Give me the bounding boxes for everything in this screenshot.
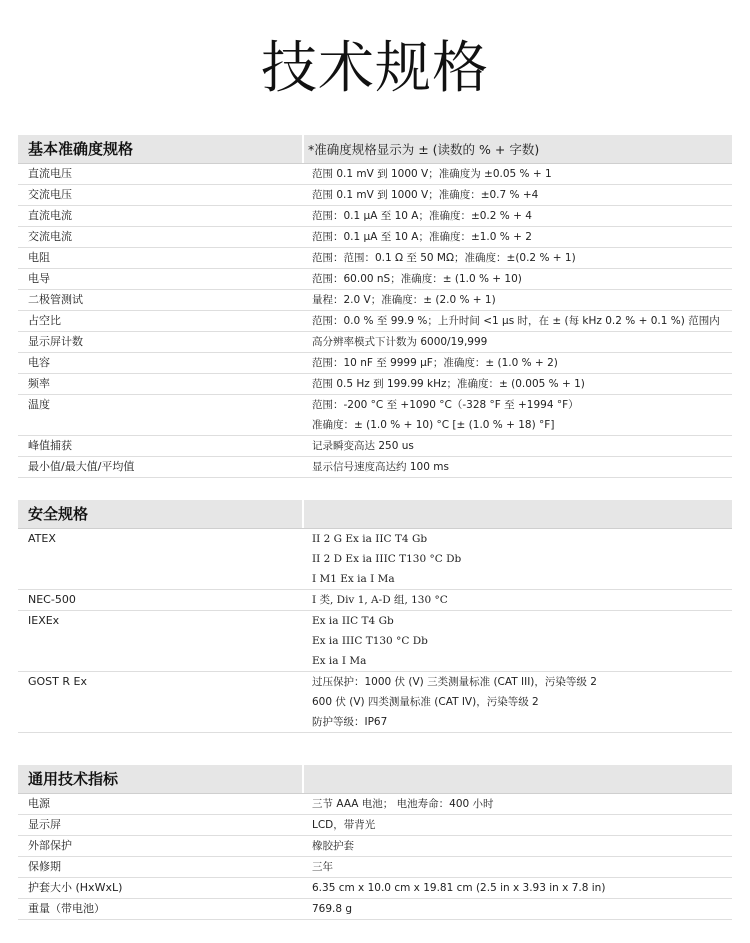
spec-value-line: 防护等级：IP67 [312,716,388,728]
spec-value-line: 600 伏 (V) 四类测量标准 (CAT IV)，污染等级 2 [312,696,539,708]
spec-value [304,672,732,732]
spec-label: 护套大小 (HxWxL) [28,881,123,894]
table-row [18,311,732,332]
spec-value [304,164,732,184]
table-row [18,206,732,227]
spec-value-line: 三节 AAA 电池； 电池寿命：400 小时 [312,798,494,810]
spec-value-line: 范围：0.1 µA 至 10 A；准确度：±0.2 % + 4 [312,210,532,222]
spec-value-line: 高分辨率模式下计数为 6000/19,999 [312,336,488,348]
section-title: 通用技术指标 [18,765,304,793]
table-row [18,815,732,836]
table-row [18,857,732,878]
spec-value-line: Ex ia IIC T4 Gb [312,615,394,627]
spec-value [304,794,732,814]
spec-value [304,248,732,268]
spec-value [304,529,732,589]
spec-label: IEXEx [28,614,60,627]
spec-value-line: 范围：0.1 µA 至 10 A；准确度：±1.0 % + 2 [312,231,532,243]
spec-value-line: I M1 Ex ia I Ma [312,573,395,585]
spec-value-line: 范围：10 nF 至 9999 µF；准确度：± (1.0 % + 2) [312,357,558,369]
table-row [18,353,732,374]
table-row [18,794,732,815]
spec-value [304,353,732,373]
spec-value-line: 范围：0.0 % 至 99.9 %；上升时间 <1 µs 时，在 ± (每 kHz 0.2 % + 0.1 %) 范围内 [312,315,720,327]
table-row [18,164,732,185]
spec-table [18,164,732,478]
spec-value [304,590,732,610]
section-note [304,500,732,528]
spec-value [304,457,732,477]
spec-value [304,611,732,671]
spec-value [304,878,732,898]
spec-value-line: 范围 0.1 mV 到 1000 V；准确度为 ±0.05 % + 1 [312,168,552,180]
spec-label: 峰值捕获 [28,439,72,452]
spec-value-line: 橡胶护套 [312,840,354,852]
spec-value-line: 范围 0.5 Hz 到 199.99 kHz；准确度：± (0.005 % + 1) [312,378,585,390]
spec-value [304,836,732,856]
spec-value-line: 769.8 g [312,903,353,915]
spec-label: 保修期 [28,860,61,873]
spec-label: NEC-500 [28,593,76,606]
spec-value-line: 范围：范围：0.1 Ω 至 50 MΩ；准确度：±(0.2 % + 1) [312,252,576,264]
spec-value [304,374,732,394]
table-row [18,611,732,672]
section-header [18,135,732,164]
spec-value-line: 显示信号速度高达约 100 ms [312,461,449,473]
spec-value [304,815,732,835]
spec-label: 温度 [28,398,50,411]
spec-label: 交流电压 [28,188,72,201]
spec-value-line: I 类, Div 1, A-D 组, 130 °C [312,594,448,606]
section-note: *准确度规格显示为 ± (读数的 % + 字数) [308,142,540,157]
section-header [18,765,732,794]
spec-table [18,794,732,920]
spec-value [304,857,732,877]
spec-label: GOST R Ex [28,675,87,688]
spec-value-line: 量程：2.0 V；准确度：± (2.0 % + 1) [312,294,496,306]
spec-value [304,436,732,456]
spec-table [18,529,732,733]
spec-label: ATEX [28,532,56,545]
spec-value-line: 过压保护：1000 伏 (V) 三类测量标准 (CAT III)，污染等级 2 [312,676,597,688]
spec-value [304,311,732,331]
table-row [18,248,732,269]
spec-label: 占空比 [28,314,61,327]
safety-section [18,500,732,733]
spec-label: 最小值/最大值/平均值 [28,460,135,473]
spec-value-line: 范围：60.00 nS；准确度：± (1.0 % + 10) [312,273,522,285]
table-row [18,395,732,436]
table-row [18,269,732,290]
spec-value-line: II 2 D Ex ia IIIC T130 °C Db [312,553,462,565]
table-row [18,227,732,248]
spec-value-line: 记录瞬变高达 250 us [312,440,414,452]
table-row [18,185,732,206]
spec-value [304,185,732,205]
spec-label: 显示屏计数 [28,335,83,348]
spec-value-line: Ex ia I Ma [312,655,367,667]
spec-label: 重量（带电池） [28,902,105,915]
table-row [18,332,732,353]
table-row [18,457,732,478]
spec-label: 直流电压 [28,167,72,180]
spec-label: 显示屏 [28,818,61,831]
spec-label: 交流电流 [28,230,72,243]
spec-value [304,269,732,289]
section-title: 安全规格 [18,500,304,528]
table-row [18,529,732,590]
table-row [18,672,732,733]
table-row [18,899,732,920]
spec-value [304,332,732,352]
spec-value-line: 范围：-200 °C 至 +1090 °C（-328 °F 至 +1994 °F） [312,399,579,411]
section-title: 基本准确度规格 [18,135,304,163]
spec-value-line: 6.35 cm x 10.0 cm x 19.81 cm (2.5 in x 3.93 in x 7.8 in) [312,882,606,894]
spec-label: 外部保护 [28,839,72,852]
table-row [18,878,732,899]
spec-value-line: LCD，带背光 [312,819,376,831]
spec-value [304,290,732,310]
spec-label: 电导 [28,272,50,285]
table-row [18,436,732,457]
table-row [18,290,732,311]
spec-value [304,206,732,226]
spec-value-line: 三年 [312,861,333,873]
spec-label: 电源 [28,797,50,810]
spec-label: 电容 [28,356,50,369]
spec-value [304,395,732,435]
basic-accuracy-section [18,135,732,478]
spec-value-line: Ex ia IIIC T130 °C Db [312,635,428,647]
spec-value [304,227,732,247]
page-title: 技术规格 [261,36,489,101]
spec-label: 二极管测试 [28,293,83,306]
spec-value-line: II 2 G Ex ia IIC T4 Gb [312,533,428,545]
spec-label: 电阻 [28,251,50,264]
table-row [18,374,732,395]
spec-label: 直流电流 [28,209,72,222]
general-spec-section [18,765,732,920]
spec-label: 频率 [28,377,50,390]
table-row [18,836,732,857]
section-note [304,765,732,793]
spec-value [304,899,732,919]
table-row [18,590,732,611]
section-header [18,500,732,529]
spec-value-line: 准确度：± (1.0 % + 10) °C [± (1.0 % + 18) °F] [312,419,555,431]
spec-value-line: 范围 0.1 mV 到 1000 V；准确度：±0.7 % +4 [312,189,539,201]
